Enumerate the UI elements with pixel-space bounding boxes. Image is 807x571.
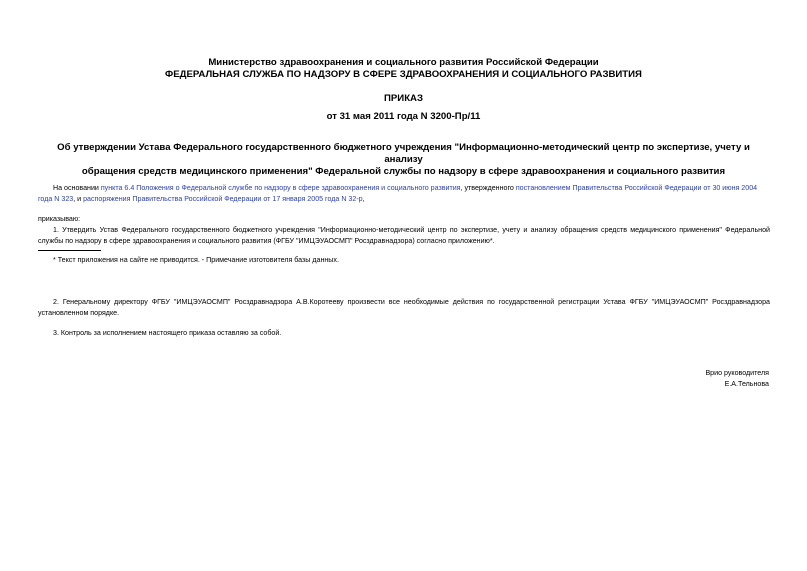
item-2-paragraph: 2. Генеральному директору ФГБУ "ИМЦЭУАОСМП" Росздравнадзора А.В.Коротееву произвести все необходимые действия по государственной регистрации Устава ФГБУ "ИМЦЭУАОСМП" Росздравнадзора установленном порядке. [38, 298, 770, 317]
government-order-link[interactable]: распоряжения Правительства Российской Федерации от 17 января 2005 года N 32-р [83, 194, 363, 203]
service-name: ФЕДЕРАЛЬНАЯ СЛУЖБА ПО НАДЗОРУ В СФЕРЕ ЗДРАВООХРАНЕНИЯ И СОЦИАЛЬНОГО РАЗВИТИЯ [165, 69, 642, 80]
signatory-name: Е.А.Тельнова [724, 379, 769, 388]
order-date-number: от 31 мая 2011 года N 3200-Пр/11 [326, 111, 481, 122]
item-3-paragraph: 3. Контроль за исполнением настоящего приказа оставляю за собой. [53, 329, 282, 337]
document-header [40, 57, 767, 81]
basis-middle-2: , и [73, 194, 84, 203]
item-1-paragraph: 1. Утвердить Устав Федерального государственного бюджетного учреждения "Информационно-методический центр по экспертизе, учету и анализу обращения средств медицинского применения" Федеральной службы по надзору в сфере здравоохранения и социального развития (ФГБУ "ИМЦЭУАОСМП" Росздравнадзора) согласно приложению*. [38, 226, 770, 245]
basis-prefix: На основании [53, 184, 101, 192]
title-line-1: Об утверждении Устава Федерального государственного бюджетного учреждения "Информационно-методический центр по экспертизе, учету и анализу [57, 142, 750, 165]
footnote-divider [38, 250, 101, 251]
order-type: ПРИКАЗ [384, 93, 423, 104]
basis-suffix: , [362, 194, 365, 203]
title-line-2: обращения средств медицинского применения" Федеральной службы по надзору в сфере здравоохранения и социального развития [81, 166, 726, 177]
document-title [45, 142, 762, 178]
government-decree-link[interactable]: постановлением Правительства Российской Федерации от 30 июня 2004 года N 323 [38, 184, 758, 203]
signature-block [705, 368, 769, 390]
command-text: приказываю: [38, 215, 81, 223]
footnote-text: * Текст приложения на сайте не приводится. - Примечание изготовителя базы данных. [53, 256, 339, 264]
basis-paragraph [38, 183, 770, 205]
regulation-link[interactable]: пункта 6.4 Положения о Федеральной службе по надзору в сфере здравоохранения и социального развития [100, 184, 461, 192]
basis-middle-1: , утвержденного [460, 184, 516, 192]
ministry-name: Министерство здравоохранения и социального развития Российской Федерации [208, 57, 599, 68]
signatory-position: Врио руководителя [705, 369, 769, 377]
